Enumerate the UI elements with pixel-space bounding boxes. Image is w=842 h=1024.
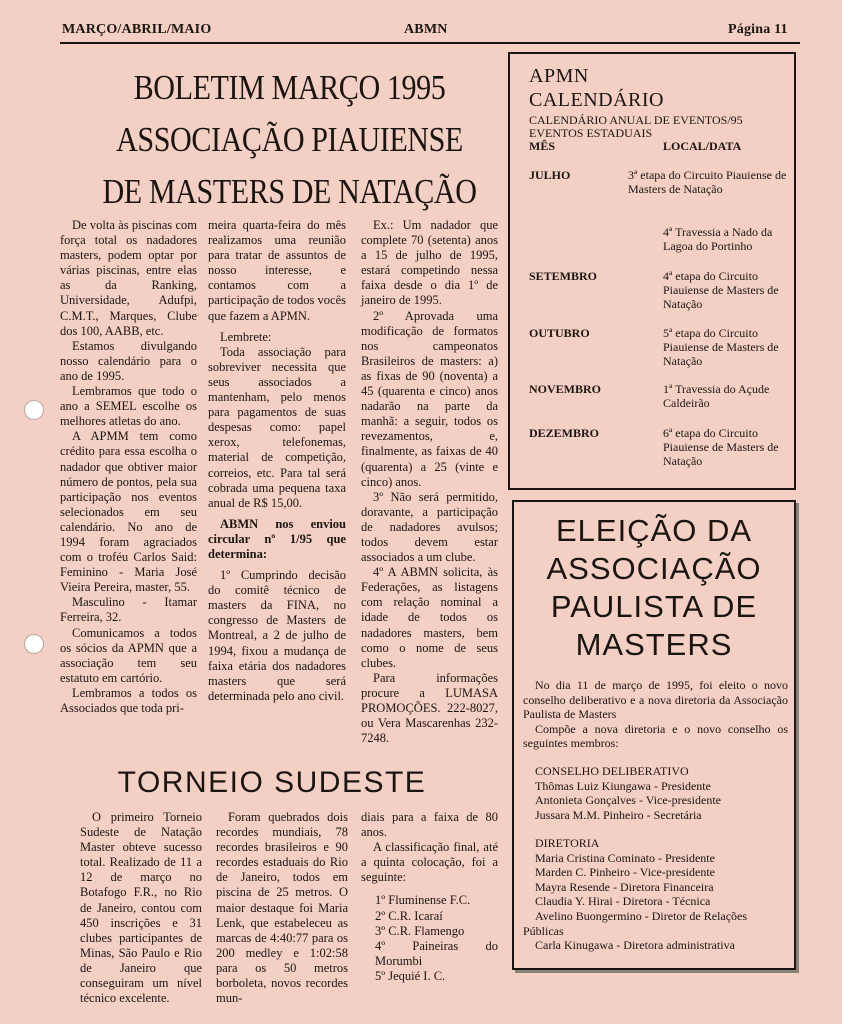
paragraph: Lembramos a todos os Associados que toda pri- <box>60 685 197 715</box>
paragraph: A classificação final, até a quinta colocação, foi a seguinte: <box>361 840 498 885</box>
list-item: Mayra Resende - Diretora Financeira <box>535 879 714 894</box>
torneio-column-1 <box>80 810 202 1006</box>
paragraph: O primeiro Torneio Sudeste de Natação Master obteve sucesso total. Realizado de 11 a 12 de março no Botafogo F.R., no Rio de Janeiro, contou com 450 inscrições e 31 clubes participantes de Minas, São Paulo e Rio de Janeiro que conseguiram um nível técnico excelente. <box>80 810 202 1006</box>
circular-heading: ABMN nos enviou circular nº 1/95 que determina: <box>208 516 346 561</box>
calendar-event: 6ª etapa do Circuito Piauiense de Masters de Natação <box>663 426 779 468</box>
list-item: 5º Jequié I. C. <box>375 968 446 983</box>
paragraph: Toda associação para sobreviver necessita que seus associados a mantenham, pelo menos para pagamentos de suas despesas como: papel xerox, telefonemas, material de competição, correios, etc. Para tal será cobrada uma pequena taxa anual de R$ 15,00. <box>208 344 346 510</box>
calendar-col-month: MÊS <box>529 139 556 153</box>
issue-date: MARÇO/ABRIL/MAIO <box>62 22 212 37</box>
page-number: Página 11 <box>728 22 788 37</box>
punch-hole <box>24 400 44 420</box>
header-rule <box>60 42 800 44</box>
paragraph: Compõe a nova diretoria e o novo conselho os seguintes membros: <box>523 721 788 750</box>
calendar-col-local: LOCAL/DATA <box>663 139 742 153</box>
list-item: Antonieta Gonçalves - Vice-presidente <box>535 793 721 808</box>
torneio-column-3 <box>361 810 498 984</box>
paragraph: 3º Não será permitido, doravante, a participação de nadadores avulsos; todos devem estar associados a um clube. <box>361 489 498 565</box>
paragraph: 1º Cumprindo decisão do comitê técnico de masters da FINA, no congresso de Masters de Montreal, a 2 de julho de 1994, fixou a mudança de faixa etária dos nadadores masters que será determinada pelo ano civil. <box>208 568 346 703</box>
paragraph: Masculino - Itamar Ferreira, 32. <box>60 595 197 625</box>
paragraph: Ex.: Um nadador que complete 70 (setenta) anos a 15 de julho de 1995, estará competindo nessa faixa desde o dia 1º de janeiro de 1995. <box>361 218 498 308</box>
calendar-event: 4ª etapa do Circuito Piauiense de Masters de Natação <box>663 269 779 311</box>
paragraph: De volta às piscinas com força total os nadadores masters, podem optar por várias piscinas, entre elas as da Ranking, Universidade, Adufpi, C.M.T., Marques, Clube dos 100, AABB, etc. <box>60 218 197 338</box>
paragraph: A APMM tem como crédito para essa escolha o nadador que obtiver maior número de pontos, pela sua participação nos eventos selecionados em seu calendário. No ano de 1994 foram agraciados com o troféu Carlos Said: Feminino - Maria José Vieira Pereira, master, 55. <box>60 429 197 595</box>
list-heading: DIRETORIA <box>535 836 600 850</box>
headline-line-1: BOLETIM MARÇO 1995 <box>133 68 446 107</box>
list-item: 3º C.R. Flamengo <box>375 923 465 938</box>
article-column-2 <box>208 218 346 704</box>
paragraph: Comunicamos a todos os sócios da APMN que a associação tem seu estatuto em cartório. <box>60 625 197 685</box>
calendar-event: 1ª Travessia do Açude Caldeirão <box>663 382 770 410</box>
list-heading: CONSELHO DELIBERATIVO <box>535 764 689 778</box>
calendar-month: DEZEMBRO <box>529 426 600 440</box>
paragraph: meira quarta-feira do mês realizamos uma reunião para tratar de assuntos de nosso interesse, e contamos com a participação de todos vocês que fazem a APMN. <box>208 218 346 323</box>
paragraph: diais para a faixa de 80 anos. <box>361 810 498 840</box>
paragraph: Lembramos que todo o ano a SEMEL escolhe os melhores atletas do ano. <box>60 384 197 429</box>
list-item: 1º Fluminense F.C. <box>375 893 471 908</box>
list-item: Carla Kinugawa - Diretora administrativa <box>535 938 735 953</box>
calendar-month: SETEMBRO <box>529 269 598 283</box>
paragraph: No dia 11 de março de 1995, foi eleito o novo conselho deliberativo e a nova diretoria da Associação Paulista de Masters <box>523 678 788 721</box>
election-intro <box>523 678 788 751</box>
election-headline: ELEIÇÃO DA ASSOCIAÇÃO PAULISTA DE MASTERS <box>546 513 762 662</box>
list-item: 4º Paineiras do Morumbi <box>375 938 498 968</box>
calendar-event: 3ª etapa do Circuito Piauiense de Masters de Natação <box>628 168 787 196</box>
calendar-subtitle: CALENDÁRIO ANUAL DE EVENTOS/95 EVENTOS ESTADUAIS <box>529 113 743 140</box>
calendar-event: 5ª etapa do Circuito Piauiense de Masters de Natação <box>663 326 779 368</box>
paragraph: 4º A ABMN solicita, às Federações, as listagens com relação nominal a idade de todos os nadadores masters, bem como o nome de seus clubes. <box>361 565 498 670</box>
headline-line-2: ASSOCIAÇÃO PIAUIENSE <box>116 120 463 159</box>
calendar-title: APMN CALENDÁRIO <box>529 65 664 111</box>
punch-hole <box>24 634 44 654</box>
list-item: 2º C.R. Icaraí <box>375 908 443 923</box>
paragraph: Para informações procure a LUMASA PROMOÇÕES. 222-8027, ou Vera Mascarenhas 232-7248. <box>361 670 498 746</box>
article-column-3 <box>361 218 498 746</box>
main-headline <box>94 62 485 218</box>
calendar-event: 4ª Travessia a Nado da Lagoa do Portinho <box>663 225 773 253</box>
lembrete-label: Lembrete: <box>220 329 272 344</box>
list-item: Thômas Luiz Kiungawa - Presidente <box>535 778 711 793</box>
article-column-1 <box>60 218 197 716</box>
ranking-list <box>361 893 498 984</box>
calendar-month: NOVEMBRO <box>529 382 601 396</box>
torneio-column-2 <box>216 810 348 1006</box>
paragraph: Estamos divulgando nosso calendário para o ano de 1995. <box>60 338 197 383</box>
list-item: Maria Cristina Cominato - Presidente <box>535 850 715 865</box>
calendar-month: JULHO <box>529 168 571 182</box>
conselho-list <box>535 764 721 822</box>
list-item: Públicas <box>523 923 564 938</box>
torneio-headline: TORNEIO SUDESTE <box>117 766 427 799</box>
calendar-month: OUTUBRO <box>529 326 590 340</box>
paragraph: 2º Aprovada uma modificação de formatos nos campeonatos Brasileiros de masters: a) as fixas de 90 (noventa) a 45 (quarenta e cinco) anos nadarão na parte da manhã: a seguir, todos os revezamentos, e, finalmente, as faixas de 40 (quarenta) a 25 (vinte e cinco) anos. <box>361 308 498 489</box>
headline-line-3: DE MASTERS DE NATAÇÃO <box>102 172 477 211</box>
diretoria-list <box>523 836 748 953</box>
list-item: Marden C. Pinheiro - Vice-presidente <box>535 865 716 880</box>
list-item: Avelino Buongermino - Diretor de Relações <box>535 908 748 923</box>
list-item: Jussara M.M. Pinheiro - Secretária <box>535 807 702 822</box>
list-item: Claudia Y. Hirai - Diretora - Técnica <box>535 894 711 909</box>
paragraph: Foram quebrados dois recordes mundiais, 78 recordes brasileiros e 90 recordes estaduais do Rio de Janeiro, todos em piscina de 25 metros. O maior destaque foi Maria Lenk, que estabeleceu as marcas de 4:40:77 para os 200 medley e 1:02:58 para os 50 metros borboleta, novos recordes mun- <box>216 810 348 1006</box>
publication-name: ABMN <box>404 22 448 37</box>
